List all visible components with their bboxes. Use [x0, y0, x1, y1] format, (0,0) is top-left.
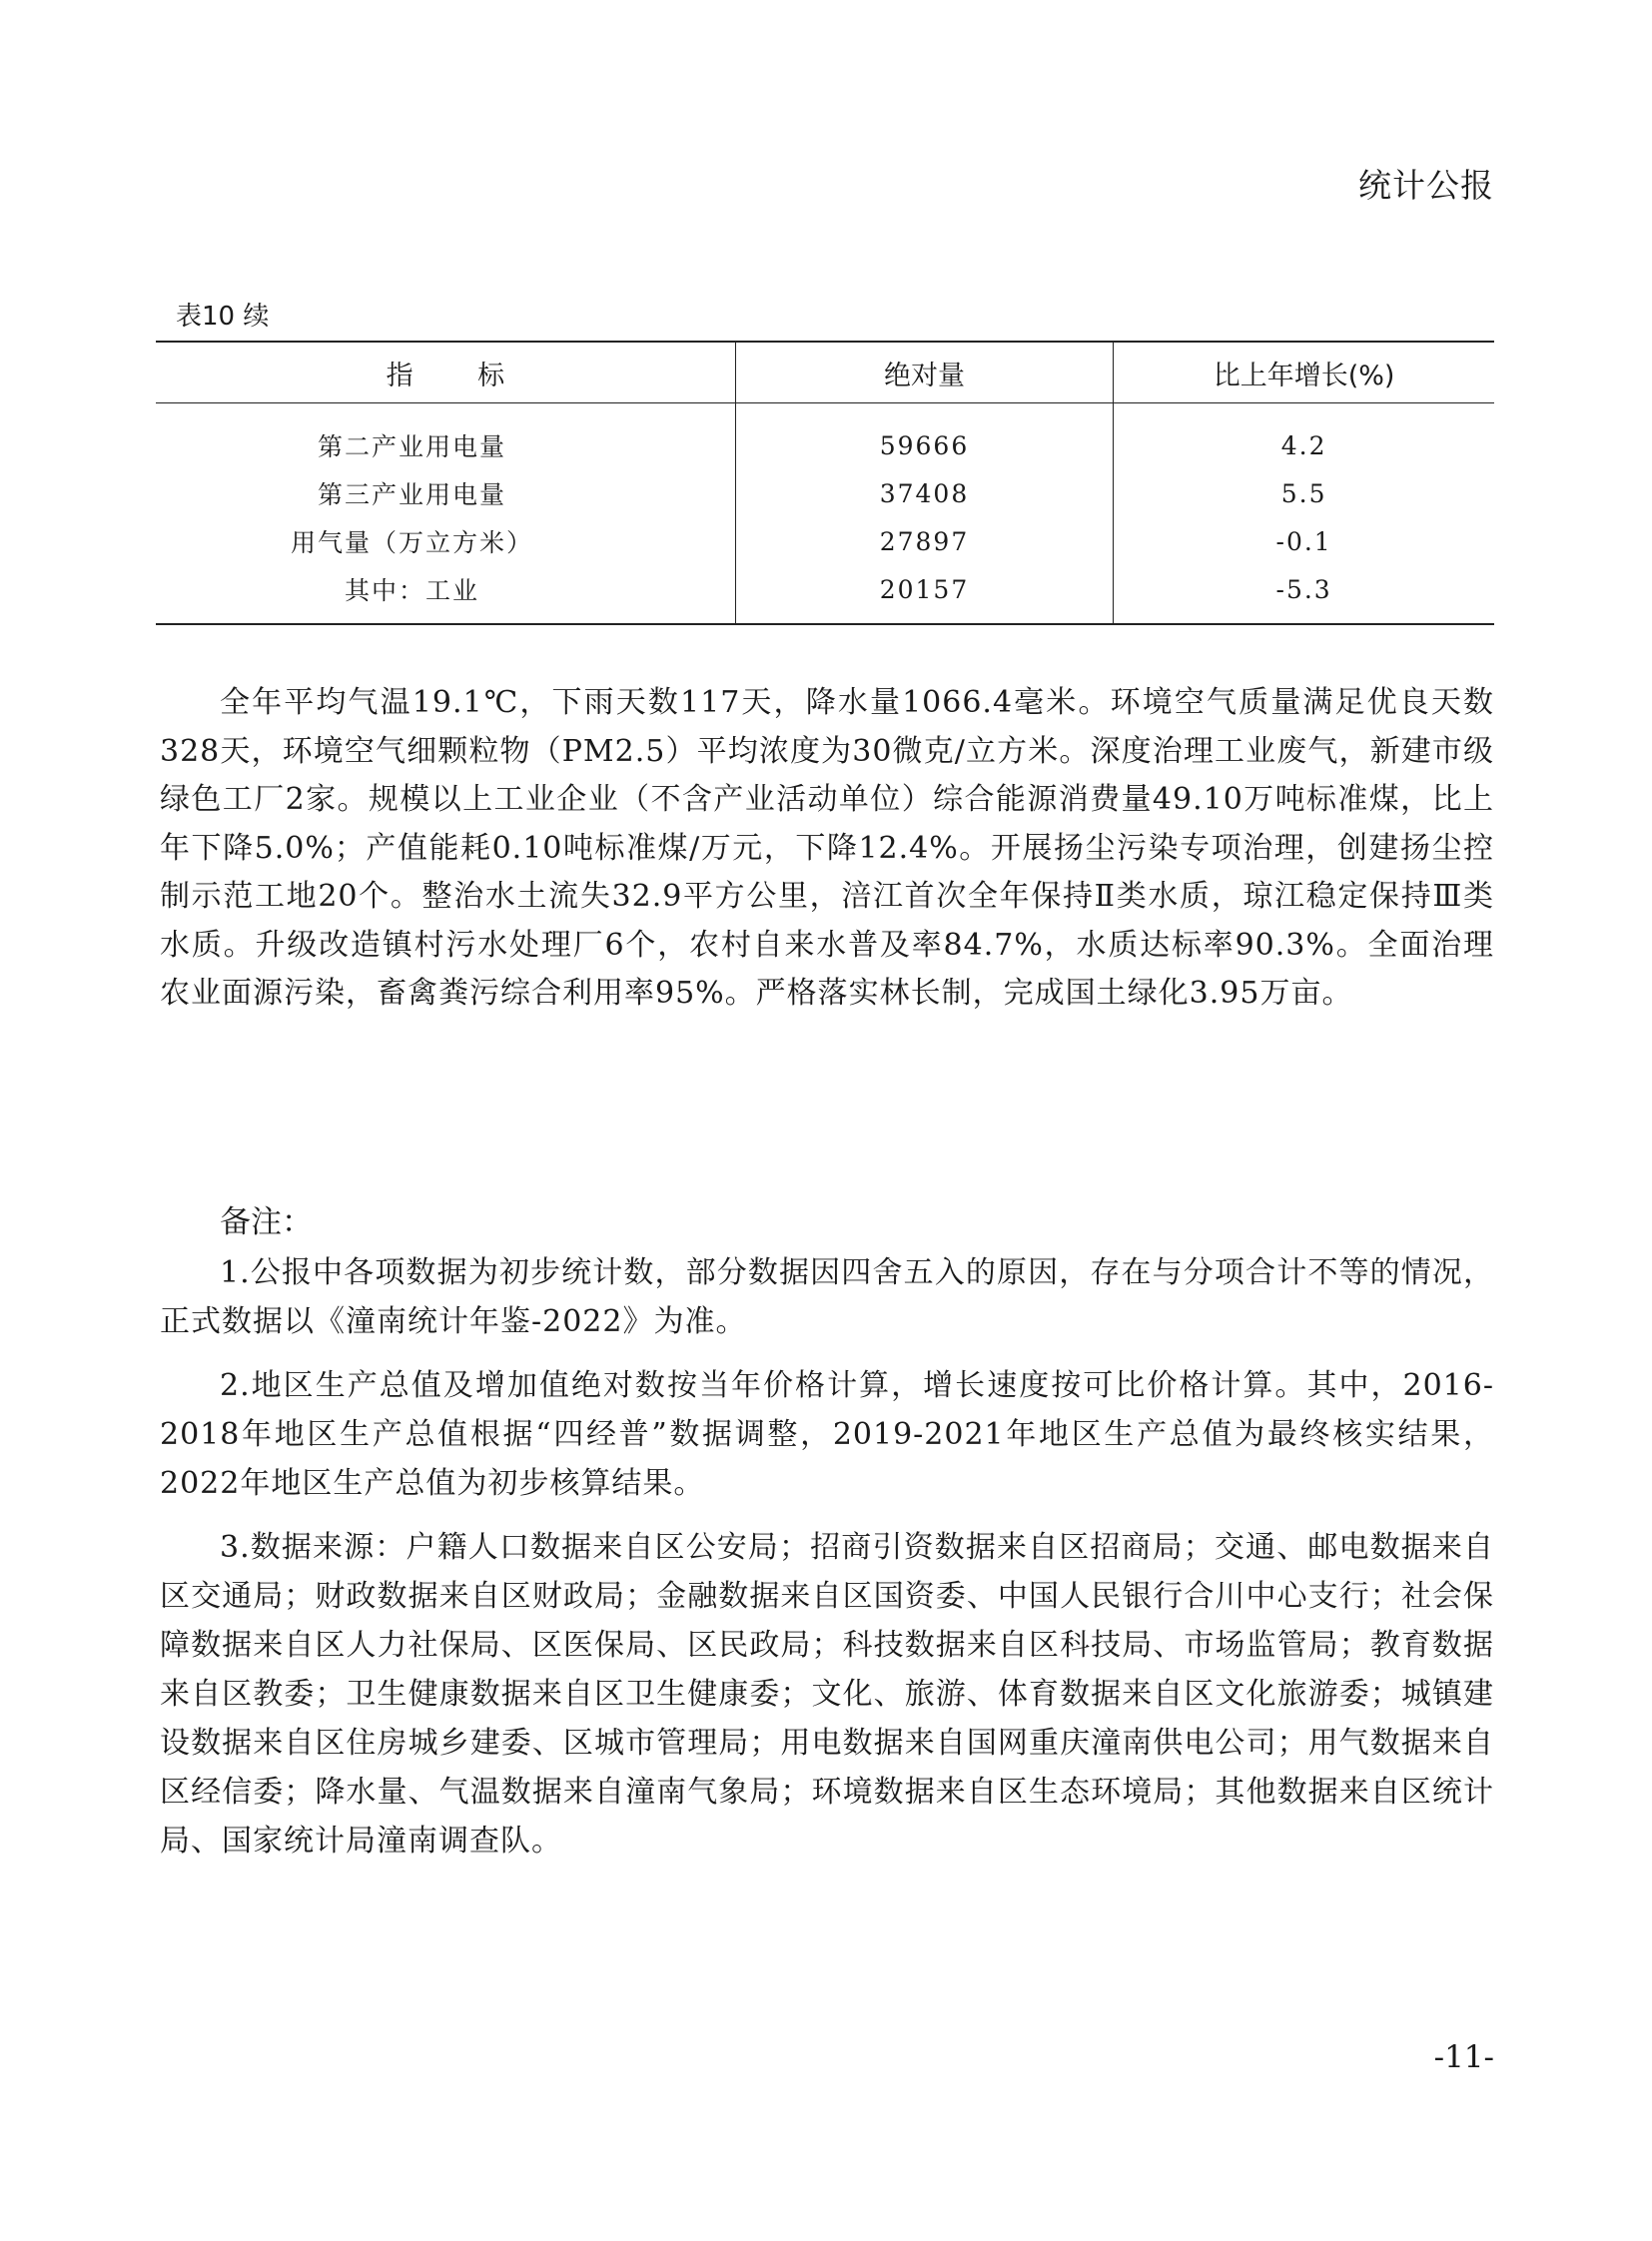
table-row: [156, 565, 1494, 624]
table-caption: 表10 续: [176, 302, 270, 332]
row-absolute-value: 27897: [735, 517, 1113, 565]
row-indicator-label: 用气量（万立方米）: [290, 528, 533, 557]
row-indicator-name: [156, 403, 735, 470]
row-indicator-label: 第二产业用电量: [317, 432, 506, 461]
note-item-3: 3.数据来源：户籍人口数据来自区公安局；招商引资数据来自区招商局；交通、邮电数据来自区交通局；财政数据来自区财政局；金融数据来自区国资委、中国人民银行合川中心支行；社会保障数据来自区人力社保局、区医保局、区民政局；科技数据来自区科技局、市场监管局；教育数据来自区教委；卫生健康数据来自区卫生健康委；文化、旅游、体育数据来自区文化旅游委；城镇建设数据来自区住房城乡建委、区城市管理局；用电数据来自国网重庆潼南供电公司；用气数据来自区经信委；降水量、气温数据来自潼南气象局；环境数据来自区生态环境局；其他数据来自区统计局、国家统计局潼南调查队。: [160, 1530, 1494, 1859]
row-indicator-name: [156, 517, 735, 565]
report-section-title: 统计公报: [1358, 166, 1494, 205]
statistics-table: [156, 341, 1494, 625]
header-indicator: 指 标: [156, 342, 735, 403]
header-absolute-value: 绝对量: [735, 342, 1113, 403]
row-absolute-value: 37408: [735, 469, 1113, 517]
row-growth-value: -0.1: [1114, 517, 1494, 565]
page-number: -11-: [1433, 2039, 1494, 2075]
row-growth-value: 5.5: [1114, 469, 1494, 517]
table-row: [156, 469, 1494, 517]
note-item-2: 2.地区生产总值及增加值绝对数按当年价格计算，增长速度按可比价格计算。其中，2016-2018年地区生产总值根据“四经普”数据调整，2019-2021年地区生产总值为最终核实结果，2022年地区生产总值为初步核算结果。: [160, 1368, 1494, 1501]
row-indicator-label: 第三产业用电量: [317, 480, 506, 509]
header-growth-rate: 比上年增长(%): [1114, 342, 1494, 403]
table-header-row: [156, 342, 1494, 403]
notes-heading: 备注：: [220, 1204, 313, 1240]
note-item-1: 1.公报中各项数据为初步统计数，部分数据因四舍五入的原因，存在与分项合计不等的情况，正式数据以《潼南统计年鉴-2022》为准。: [160, 1255, 1494, 1339]
row-absolute-value: 59666: [735, 403, 1113, 470]
row-absolute-value: 20157: [735, 565, 1113, 624]
row-indicator-label: 其中：工业: [344, 576, 479, 605]
environment-paragraph: 全年平均气温19.1℃，下雨天数117天，降水量1066.4毫米。环境空气质量满足优良天数328天，环境空气细颗粒物（PM2.5）平均浓度为30微克/立方米。深度治理工业废气，新建市级绿色工厂2家。规模以上工业企业（不含产业活动单位）综合能源消费量49.10万吨标准煤，比上年下降5.0%；产值能耗0.10吨标准煤/万元，下降12.4%。开展扬尘污染专项治理，创建扬尘控制示范工地20个。整治水土流失32.9平方公里，涪江首次全年保持Ⅱ类水质，琼江稳定保持Ⅲ类水质。升级改造镇村污水处理厂6个，农村自来水普及率84.7%，水质达标率90.3%。全面治理农业面源污染，畜禽粪污综合利用率95%。严格落实林长制，完成国土绿化3.95万亩。: [160, 685, 1494, 1011]
table-row: [156, 517, 1494, 565]
table-row: [156, 403, 1494, 470]
notes-section: [160, 1248, 1494, 1880]
row-indicator-name: [156, 565, 735, 624]
row-growth-value: -5.3: [1114, 565, 1494, 624]
row-growth-value: 4.2: [1114, 403, 1494, 470]
row-indicator-name: [156, 469, 735, 517]
